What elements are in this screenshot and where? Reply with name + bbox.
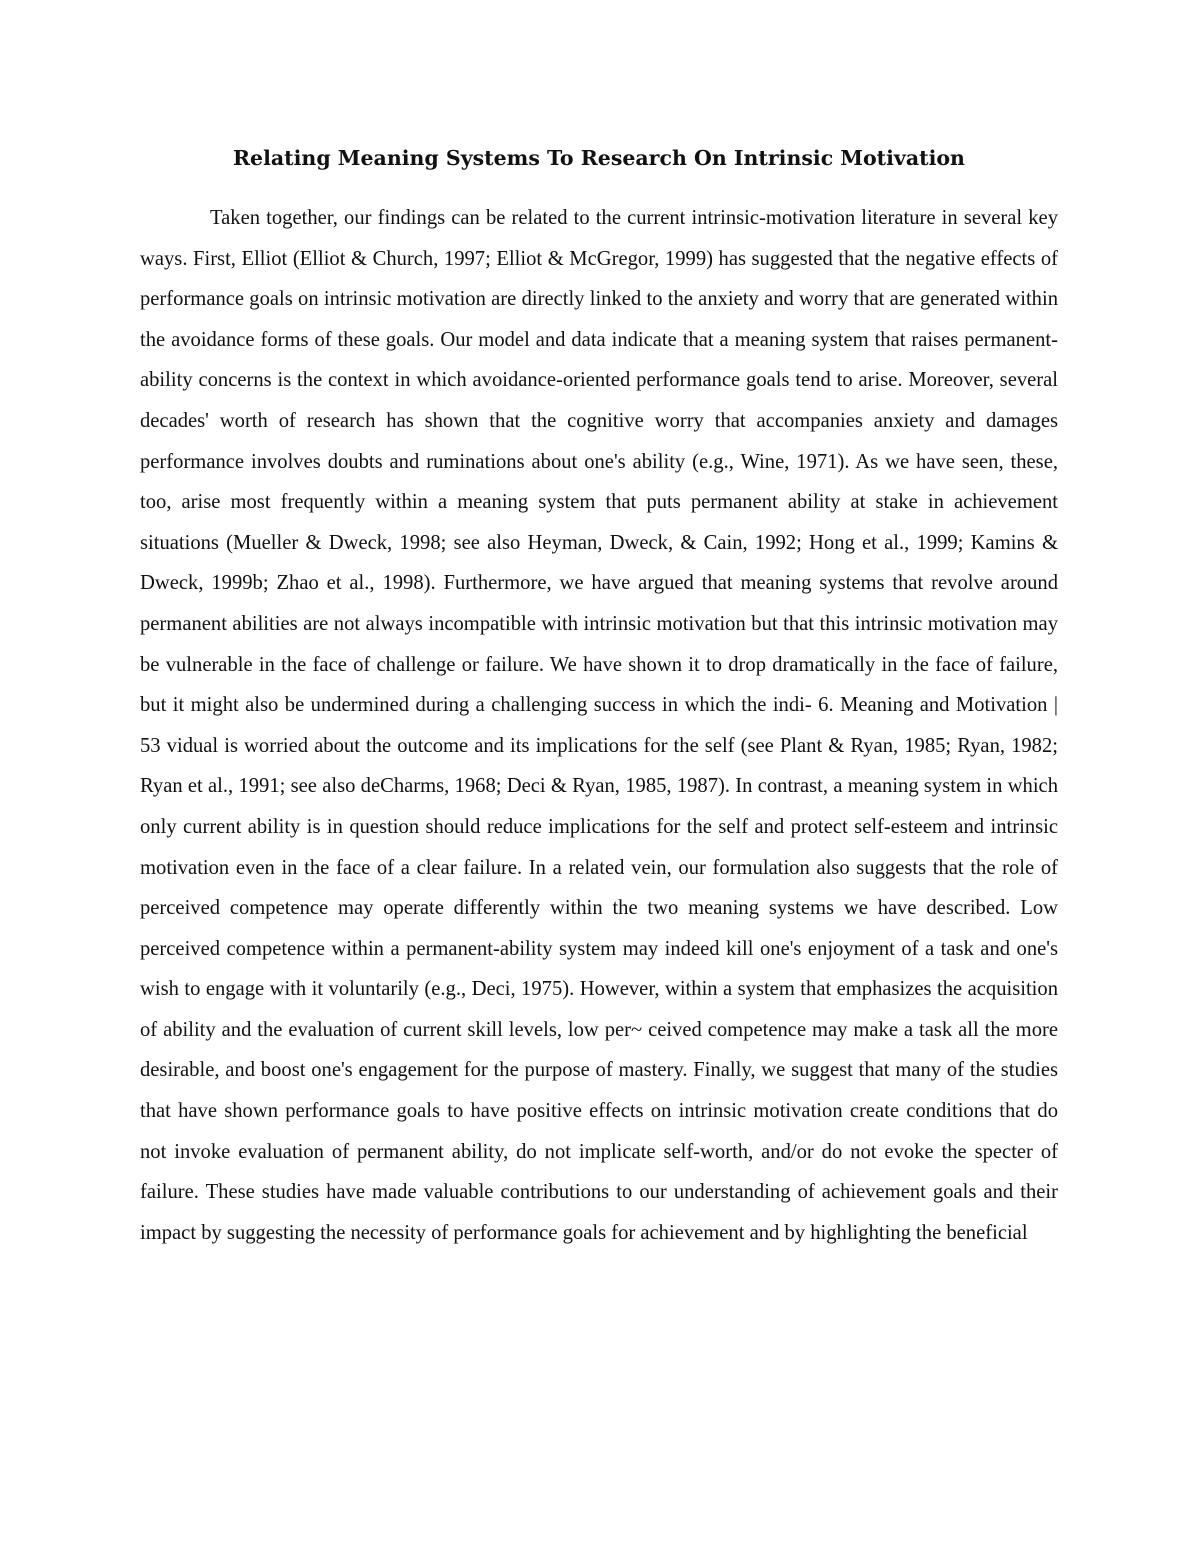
body-paragraph: Taken together, our findings can be related to the current intrinsic-motivation literature in several key ways. First, Elliot (Elliot & Church, 1997; Elliot & McGregor, 1999) has suggested that the negative effects of performance goals on intrinsic motivation are directly linked to the anxiety and worry that are generated within the avoidance forms of these goals. Our model and data indicate that a meaning system that raises permanent-ability concerns is the context in which avoidance-oriented performance goals tend to arise. Moreover, several decades' worth of research has shown that the cognitive worry that accompanies anxiety and damages performance involves doubts and ruminations about one's ability (e.g., Wine, 1971). As we have seen, these, too, arise most frequently within a meaning system that puts permanent ability at stake in achievement situations (Mueller & Dweck, 1998; see also Heyman, Dweck, & Cain, 1992; Hong et al., 1999; Kamins & Dweck, 1999b; Zhao et al., 1998). Furthermore, we have argued that meaning systems that revolve around permanent abilities are not always incompatible with intrinsic motivation but that this intrinsic motivation may be vulnerable in the face of challenge or failure. We have shown it to drop dramatically in the face of failure, but it might also be undermined during a challenging success in which the indi- 6. Meaning and Motivation | 53 vidual is worried about the outcome and its implications for the self (see Plant & Ryan, 1985; Ryan, 1982; Ryan et al., 1991; see also deCharms, 1968; Deci & Ryan, 1985, 1987). In contrast, a meaning system in which only current ability is in question should reduce implications for the self and protect self-esteem and intrinsic motivation even in the face of a clear failure. In a related vein, our formulation also suggests that the role of perceived competence may operate differently within the two meaning systems we have described. Low perceived competence within a permanent-ability system may indeed kill one's enjoyment of a task and one's wish to engage with it voluntarily (e.g., Deci, 1975). However, within a system that emphasizes the acquisition of ability and the evaluation of current skill levels, low per~ ceived competence may make a task all the more desirable, and boost one's engagement for the purpose of mastery. Finally, we suggest that many of the studies that have shown performance goals to have positive effects on intrinsic motivation create conditions that do not invoke evaluation of permanent ability, do not implicate self-worth, and/or do not evoke the specter of failure. These studies have made valuable contributions to our understanding of achievement goals and their impact by suggesting the necessity of performance goals for achievement and by highlighting the beneficial bbox=[140, 207, 1058, 1244]
document-title: Relating Meaning Systems To Research On Intrinsic Motivation bbox=[233, 146, 965, 170]
